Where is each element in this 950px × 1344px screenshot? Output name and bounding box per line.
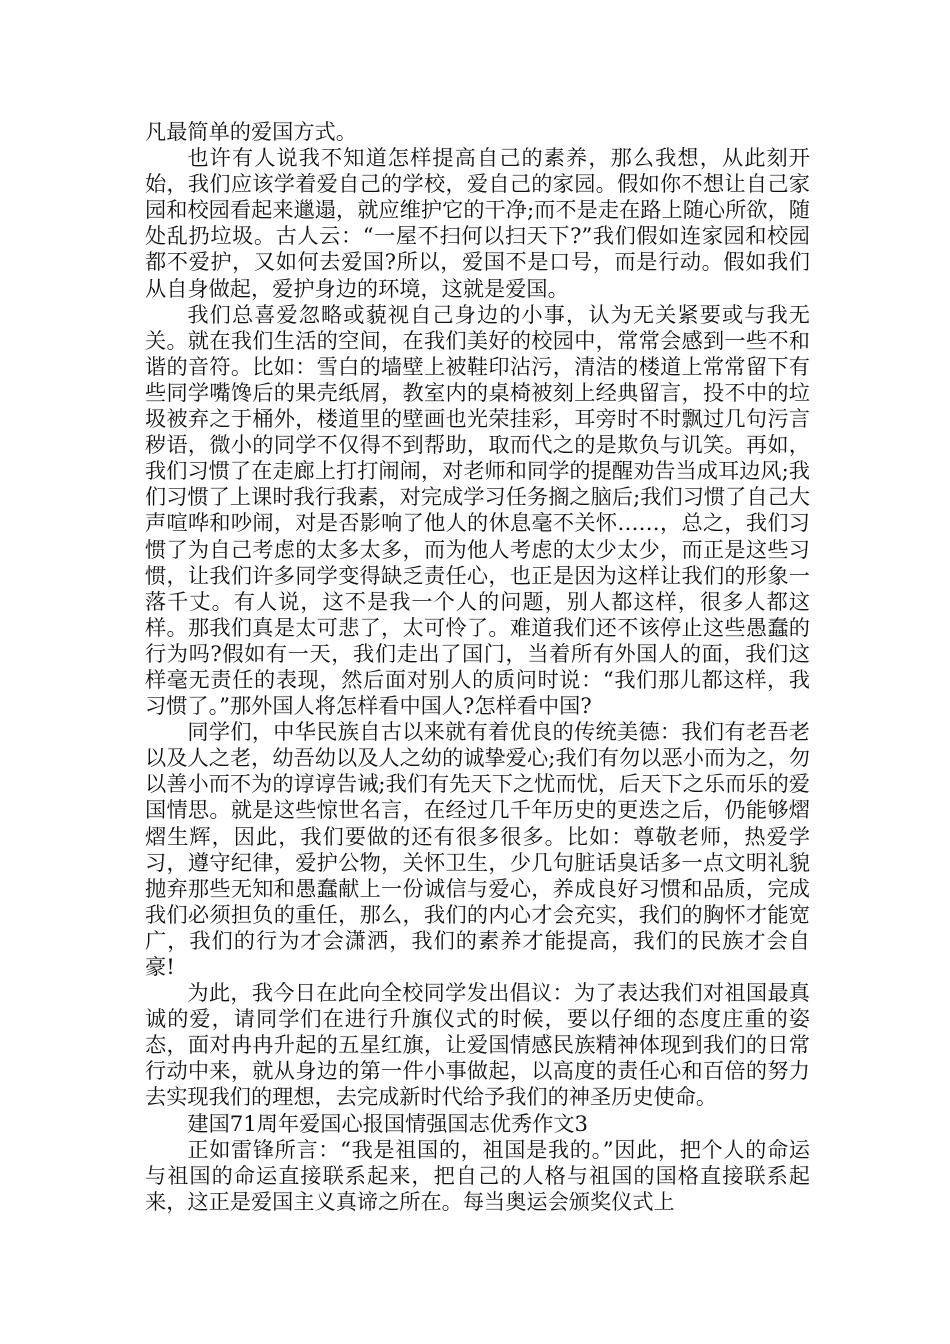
document-page	[145, 119, 810, 1215]
paragraph-6: 正如雷锋所言：“我是祖国的，祖国是我的。”因此，把个人的命运与祖国的命运直接联系起来，把自己的人格与祖国的国格直接联系起来，这正是爱国主义真谛之所在。每当奥运会颁奖仪式上	[145, 1136, 810, 1214]
paragraph-2: 也许有人说我不知道怎样提高自己的素养，那么我想，从此刻开始，我们应该学着爱自己的学校，爱自己的家园。假如你不想让自己家园和校园看起来邋遢，就应维护它的干净;而不是走在路上随心所欲，随处乱扔垃圾。古人云：“一屋不扫何以扫天下?”我们假如连家园和校园都不爱护，又如何去爱国?所以，爱国不是口号，而是行动。假如我们从自身做起，爱护身边的环境，这就是爱国。	[145, 145, 810, 301]
section-heading: 建国71周年爱国心报国情强国志优秀作文3	[187, 1110, 589, 1136]
paragraph-3: 我们总喜爱忽略或藐视自己身边的小事，认为无关紧要或与我无关。就在我们生活的空间，在我们美好的校园中，常常会感到一些不和谐的音符。比如：雪白的墙壁上被鞋印沾污，清洁的楼道上常常留下有些同学嘴馋后的果壳纸屑，教室内的桌椅被刻上经典留言，投不中的垃圾被弃之于桶外，楼道里的壁画也光荣挂彩，耳旁时不时飘过几句污言秽语，微小的同学不仅得不到帮助，取而代之的是欺负与讥笑。再如，我们习惯了在走廊上打打闹闹，对老师和同学的提醒劝告当成耳边风;我们习惯了上课时我行我素，对完成学习任务搁之脑后;我们习惯了自己大声喧哗和吵闹，对是否影响了他人的休息毫不关怀……，总之，我们习惯了为自己考虑的太多太多，而为他人考虑的太少太少，而正是这些习惯，让我们许多同学变得缺乏责任心，也正是因为这样让我们的形象一落千丈。有人说，这不是我一个人的问题，别人都这样，很多人都这样。那我们真是太可悲了，太可怜了。难道我们还不该停止这些愚蠢的行为吗?假如有一天，我们走出了国门，当着所有外国人的面，我们这样毫无责任的表现，然后面对别人的质问时说：“我们那儿都这样，我习惯了。”那外国人将怎样看中国人?怎样看中国?	[145, 301, 810, 719]
paragraph-1: 凡最简单的爱国方式。	[145, 119, 357, 144]
paragraph-5: 为此，我今日在此向全校同学发出倡议：为了表达我们对祖国最真诚的爱，请同学们在进行升旗仪式的时候，要以仔细的态度庄重的姿态，面对冉冉升起的五星红旗，让爱国情感民族精神体现到我们的日常行动中来，就从身边的第一件小事做起，以高度的责任心和百倍的努力去实现我们的理想，去完成新时代给予我们的神圣历史使命。	[145, 980, 810, 1110]
paragraph-4: 同学们，中华民族自古以来就有着优良的传统美德：我们有老吾老以及人之老，幼吾幼以及人之幼的诚挚爱心;我们有勿以恶小而为之，勿以善小而不为的谆谆告诫;我们有先天下之忧而忧，后天下之乐而乐的爱国情思。就是这些惊世名言，在经过几千年历史的更迭之后，仍能够熠熠生辉，因此，我们要做的还有很多很多。比如：尊敬老师，热爱学习，遵守纪律，爱护公物，关怀卫生，少几句脏话臭话多一点文明礼貌抛弃那些无知和愚蠢献上一份诚信与爱心，养成良好习惯和品质，完成我们必须担负的重任，那么，我们的内心才会充实，我们的胸怀才能宽广，我们的行为才会潇洒，我们的素养才能提高，我们的民族才会自豪!	[145, 719, 810, 979]
